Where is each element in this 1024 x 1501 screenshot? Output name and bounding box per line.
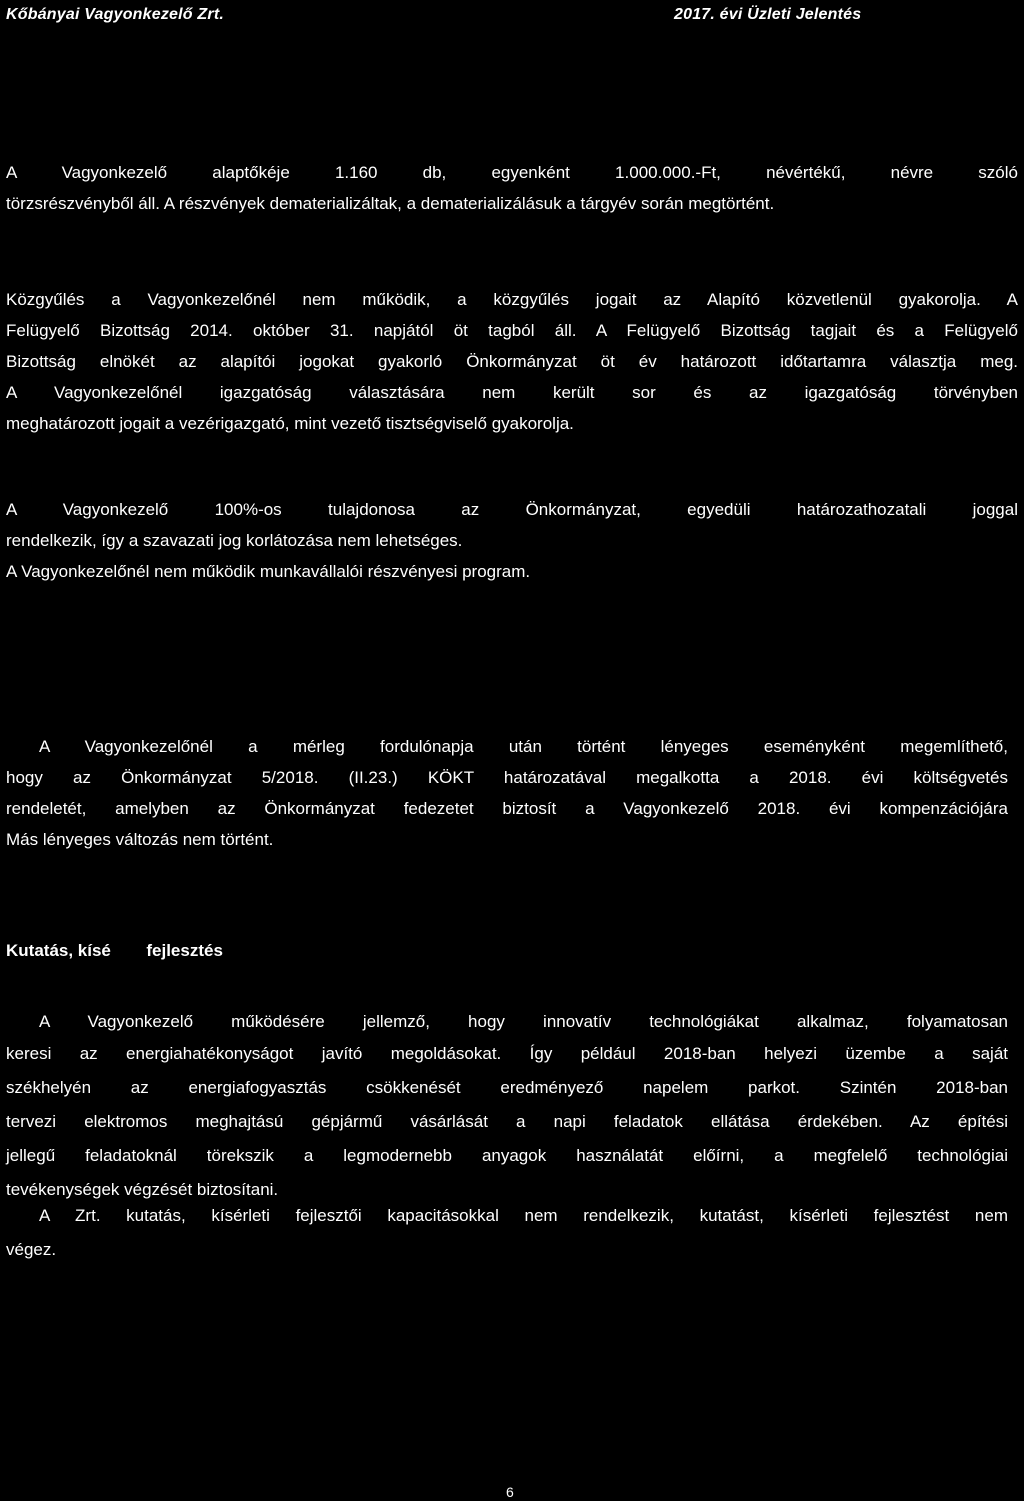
text-line: tervezi elektromos meghajtású gépjármű vásárlását a napi feladatok ellátása érdekében. Az építési	[6, 1112, 1008, 1131]
paragraph-rnd	[39, 1006, 1008, 1037]
header-company: Kőbányai Vagyonkezelő Zrt.	[6, 6, 224, 23]
header-report-title: 2017. évi Üzleti Jelentés	[674, 6, 862, 23]
text-line: székhelyén az energiafogyasztás csökkenését eredményező napelem parkot. Szintén 2018-ban	[6, 1078, 1008, 1097]
heading-part: fejlesztés	[146, 941, 223, 960]
section-heading	[6, 941, 223, 961]
text-line: Bizottság elnökét az alapítói jogokat gyakorló Önkormányzat öt év határozott időtartamra választja meg.	[6, 352, 1018, 371]
text-line: A Zrt. kutatás, kísérleti fejlesztői kapacitásokkal nem rendelkezik, kutatást, kísérleti fejlesztést nem	[39, 1206, 1008, 1225]
text-line: A Vagyonkezelő alaptőkéje 1.160 db, egyenként 1.000.000.-Ft, névértékű, névre szóló	[6, 163, 1018, 182]
page-number: 6	[506, 1484, 514, 1500]
text-line: A Vagyonkezelőnél igazgatóság választására nem került sor és az igazgatóság törvényben	[6, 383, 1018, 402]
text-line: hogy az Önkormányzat 5/2018. (II.23.) KÖKT határozatával megalkotta a 2018. évi költségvetés	[6, 768, 1008, 787]
paragraph-post-balance-events-cont	[6, 762, 1008, 855]
text-line: rendeletét, amelyben az Önkormányzat fedezetet biztosít a Vagyonkezelő 2018. évi kompenzációjára	[6, 799, 1008, 818]
text-line: Közgyűlés a Vagyonkezelőnél nem működik, a közgyűlés jogait az Alapító közvetlenül gyakorolja. A	[6, 290, 1018, 309]
paragraph-rnd-capacity-cont	[6, 1234, 1018, 1265]
text-line: meghatározott jogait a vezérigazgató, mint vezető tisztségviselő gyakorolja.	[6, 414, 574, 433]
paragraph-rnd-cont	[6, 1037, 1008, 1207]
heading-part: Kutatás, kísé	[6, 941, 111, 960]
text-line: végez.	[6, 1240, 57, 1259]
paragraph-share-capital	[6, 157, 1018, 219]
paragraph-ownership	[6, 494, 1018, 587]
text-line: tevékenységek végzését biztosítani.	[6, 1180, 279, 1199]
text-line: rendelkezik, így a szavazati jog korlátozása nem lehetséges.	[6, 531, 463, 550]
text-line: A Vagyonkezelőnél nem működik munkavállalói részvényesi program.	[6, 562, 531, 581]
text-line: Felügyelő Bizottság 2014. október 31. napjától öt tagból áll. A Felügyelő Bizottság tagjait és a Felügyelő	[6, 321, 1018, 340]
text-line: törzsrészvényből áll. A részvények dematerializáltak, a dematerializálásuk a tárgyév során megtörtént.	[6, 194, 775, 213]
paragraph-rnd-capacity	[39, 1200, 1008, 1231]
text-line: A Vagyonkezelő működésére jellemző, hogy innovatív technológiákat alkalmaz, folyamatosan	[39, 1012, 1008, 1031]
text-line: Más lényeges változás nem történt.	[6, 830, 274, 849]
paragraph-post-balance-events	[39, 731, 1008, 762]
paragraph-governance	[6, 284, 1018, 439]
text-line: A Vagyonkezelő 100%-os tulajdonosa az Önkormányzat, egyedüli határozathozatali joggal	[6, 500, 1018, 519]
text-line: A Vagyonkezelőnél a mérleg fordulónapja után történt lényeges eseményként megemlíthető,	[39, 737, 1008, 756]
text-line: jellegű feladatoknál törekszik a legmodernebb anyagok használatát előírni, a megfelelő technológiai	[6, 1146, 1008, 1165]
text-line: keresi az energiahatékonyságot javító megoldásokat. Így például 2018-ban helyezi üzembe a saját	[6, 1044, 1008, 1063]
